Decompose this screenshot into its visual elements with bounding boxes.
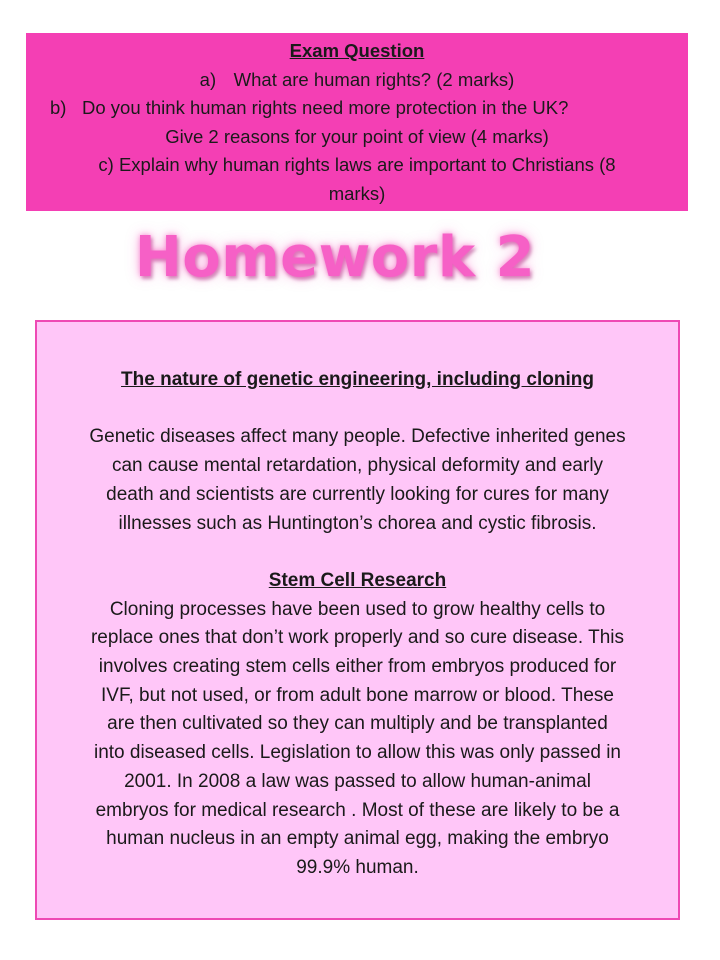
exam-question-b <box>36 94 678 151</box>
paragraph-line: replace ones that don’t work properly and so cure disease. This <box>90 627 624 649</box>
question-b-line-2: Give 2 reasons for your point of view (4 marks) <box>165 125 549 147</box>
question-a-text: What are human rights? (2 marks) <box>233 68 515 90</box>
paragraph-line: involves creating stem cells either from embryos produced for <box>98 656 617 677</box>
question-b-line-1: Do you think human rights need more protection in the UK? <box>82 97 569 118</box>
spacer <box>47 395 668 424</box>
paragraph-line: are then cultivated so they can multiply and be transplanted <box>107 713 608 735</box>
paragraph-line: IVF, but not used, or from adult bone marrow or blood. These <box>101 684 614 706</box>
content-box <box>35 320 680 920</box>
exam-question-title: Exam Question <box>289 40 425 61</box>
paragraph-line: death and scientists are currently looking for cures for many <box>106 483 609 505</box>
paragraph-line: human nucleus in an empty animal egg, making the embryo <box>106 828 609 850</box>
question-b-marker: b) <box>50 97 67 118</box>
paragraph-line: illnesses such as Huntington’s chorea and cystic fibrosis. <box>118 512 597 534</box>
question-c-line-1: c) Explain why human rights laws are important to Christians (8 <box>98 154 616 175</box>
paragraph-line: 2001. In 2008 a law was passed to allow human-animal <box>124 770 591 792</box>
paragraph-line: can cause mental retardation, physical deformity and early <box>111 455 604 477</box>
paragraph-line: embryos for medical research . Most of these are likely to be a <box>95 799 620 821</box>
homework-title: Homework 2 <box>134 225 536 290</box>
exam-question-box <box>26 33 688 211</box>
section-stem-cell-title: Stem Cell Research <box>268 569 447 591</box>
paragraph-line: Genetic diseases affect many people. Defective inherited genes <box>89 426 626 448</box>
section-stem-cell-body <box>47 596 668 883</box>
section-genetic-engineering-body <box>47 423 668 538</box>
spacer <box>47 538 668 567</box>
question-a-marker: a) <box>199 68 217 90</box>
section-genetic-engineering-title: The nature of genetic engineering, including cloning <box>121 369 594 390</box>
question-c-line-2: marks) <box>328 182 386 204</box>
paragraph-line: into diseased cells. Legislation to allow this was only passed in <box>93 742 622 764</box>
exam-question-a <box>36 66 678 95</box>
paragraph-line: 99.9% human. <box>296 856 419 878</box>
paragraph-line: Cloning processes have been used to grow healthy cells to <box>109 598 606 620</box>
